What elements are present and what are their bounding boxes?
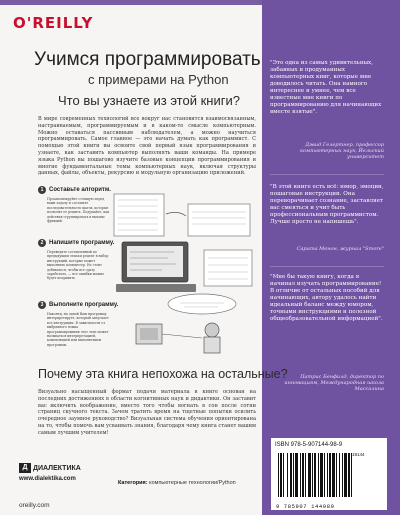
barcode-digits: 9 785907 144989: [276, 503, 335, 510]
price-code: 19144: [352, 452, 365, 457]
quote-3-author-role: директор по инновациям, Международная школа Массалина: [284, 374, 384, 393]
publisher-logo: O'REILLY: [13, 14, 94, 32]
quote-1-author-role: профессор компьютерных наук, Йельский университет: [300, 142, 384, 161]
why-different-paragraph: Визуально насыщенный формат подачи материала в книге основан на последних достижениях в области когнитивных наук и дидактики. Он заставит вас включить воображение, вместо того чтобы вогнать в сон после сотни страниц скучного текста. Зачем тратить время на тщетные попытки осилить очередное заумное руководство? Визуальная система обучения ориентирована на то, чтобы помочь вам усваивать знания, благодаря чему книга станет вашим самым лучшим учителем!: [38, 389, 256, 436]
category-line: [118, 480, 236, 486]
book-title: Учимся программировать: [34, 49, 261, 70]
publisher-logo-icon: Д: [19, 463, 31, 473]
barcode-bar: [302, 453, 304, 497]
oreilly-site: oreilly.com: [19, 502, 50, 509]
step-2-number: 2: [38, 239, 46, 247]
step-3-text: Наконец, на одной Ваш программу интерпретирует, который запускает все инструкции. В зависимости от выбранного языка программирования этот этап может называться интерпретацией, компиляцией или выполнением программы.: [47, 312, 109, 347]
quote-3-text: "Мне бы такую книгу, когда я начинал изучать программирование! В отличие от остальных пособий для начинающих, автору удалось найти идеальный баланс между юмором, точными инструкциями и полезной общеобразовательной информацией".: [270, 274, 383, 322]
barcode-bar: [287, 453, 288, 497]
barcode-bar: [314, 453, 316, 497]
barcode-bar: [342, 453, 343, 497]
isbn-text: ISBN 978-5-907144-98-9: [275, 442, 343, 448]
step-3-title: [38, 301, 118, 309]
barcode-bar: [348, 453, 350, 497]
barcode-bar: [329, 453, 331, 497]
step-2-text: Переведите составленный по предыдущим этапам рецепт в набор инструкций, которые может выполнить компьютер. Не стоит добиваться, чтобы все сразу заработало, — все ошибки можно будет исправить.: [47, 250, 109, 281]
step-3-label: Выполните программу.: [49, 302, 119, 308]
quote-2-text: "В этой книге есть всё: юмор, эмоции, пошаговые инструкции. Она переворачивает сознание, заставляет вас смеяться и учит быть профессиональным программистом. Лучше просто не напишешь".: [270, 184, 384, 225]
section-heading-why-different: Почему эта книга непохожа на остальные?: [38, 367, 288, 381]
quote-1-author: [270, 142, 384, 161]
barcode-bar: [336, 453, 337, 497]
barcode-bar: [318, 453, 319, 497]
quote-2-author-name: Сарита Менон,: [296, 246, 339, 252]
algorithm-illustration: [112, 190, 260, 238]
barcode-bar: [293, 453, 294, 497]
quote-3-author-name: Патрис Бенфилд,: [300, 374, 349, 380]
quote-1-author-name: Дэвид Гелертнер,: [305, 142, 355, 148]
barcode-bar: [295, 453, 298, 497]
publisher-name: [19, 463, 81, 473]
barcode-bar: [351, 453, 352, 497]
barcode-bar: [312, 453, 313, 497]
quote-divider-1: [270, 174, 384, 175]
barcode-bar: [278, 453, 279, 497]
barcode-bar: [283, 453, 284, 497]
quote-3-author: [270, 374, 384, 393]
barcode-bar: [280, 453, 282, 497]
barcode-bar: [327, 453, 328, 497]
barcode-bar: [308, 453, 311, 497]
barcode-bar: [320, 453, 323, 497]
barcode-bar: [324, 453, 325, 497]
barcode-image: [276, 451, 382, 501]
quote-2-author-role: журнал "Smore": [340, 246, 384, 252]
quote-divider-2: [270, 266, 384, 267]
quote-2-author: [270, 246, 384, 252]
barcode-bar: [290, 453, 292, 497]
publisher-label: ДИАЛЕКТИКА: [33, 464, 81, 472]
step-1-number: 1: [38, 186, 46, 194]
barcode-bar: [300, 453, 301, 497]
intro-paragraph: В мире современных технологий все вокруг нас становится взаимосвязанным, настраиваемым, программируемым и в каком-то смысле компьютерным. Можно оставаться пассивным наблюдателем, а можно научиться программировать. Самое главное — это начать думать как программист. С помощью этой книги вы освоите свой первый язык программирования и узнаете, как заставить компьютер выполнять ваши команды. На примере языка Python вы пошагово изучите базовые концепции программирования и многие фундаментальные темы компьютерных наук, включая структуры данных, файлы, объекты, рекурсию и модульную организацию приложений.: [38, 116, 256, 177]
publisher-site: www.dialektika.com: [19, 476, 76, 482]
barcode-bar: [305, 453, 306, 497]
step-1-text: Проанализируйте стоящую перед вами задачу и составьте последовательность шагов, которые позволят ее решить. Подумайте, как действия сгруппировать в вызовы функций.: [47, 197, 110, 224]
computer-illustration: [116, 240, 258, 294]
step-1-label: Составьте алгоритм.: [49, 187, 111, 193]
step-2-title: [38, 239, 114, 247]
step-3-number: 3: [38, 301, 46, 309]
step-1-title: [38, 186, 111, 194]
category-label: Категория:: [118, 480, 148, 486]
step-2-label: Напишите программу.: [49, 240, 115, 246]
section-heading-what-you-learn: Что вы узнаете из этой книги?: [58, 93, 240, 108]
book-subtitle: с примерами на Python: [88, 72, 229, 87]
robot-illustration: [118, 292, 258, 358]
quote-1-text: "Это одна из самых удивительных, забавных и продуманных компьютерных книг, которые мне доводилось читать. Она намного интереснее и умнее, чем все известные мне книги по программированию для начинающих вместе взятые".: [270, 60, 382, 115]
barcode-bar: [344, 453, 347, 497]
category-value: компьютерные технологии/Python: [149, 480, 236, 486]
barcode-bar: [332, 453, 335, 497]
barcode-bar: [339, 453, 340, 497]
